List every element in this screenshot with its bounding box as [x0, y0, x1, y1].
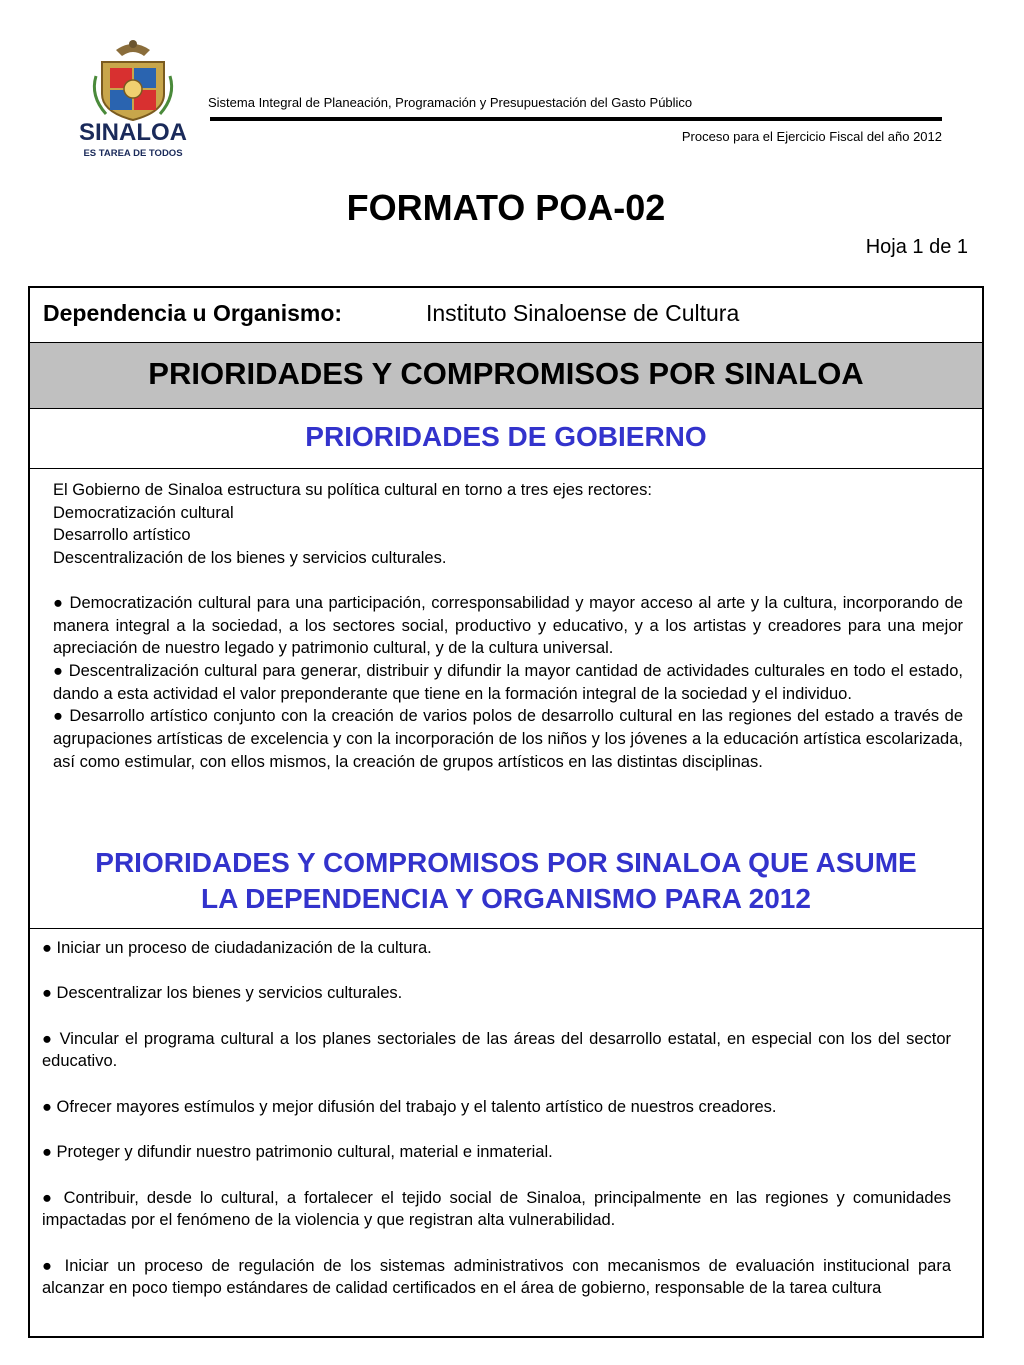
gobierno-bullet: ● Descentralización cultural para generar, distribuir y difundir la mayor cantidad de actividades culturales en todo el estado, dando a esta actividad el valor preponderante que tiene en la formación integral de la sociedad y el individuo. — [53, 661, 963, 703]
asume-item: ● Proteger y difundir nuestro patrimonio cultural, material e inmaterial. — [42, 1143, 553, 1162]
form-table — [28, 286, 984, 1338]
page-count: Hoja 1 de 1 — [865, 236, 968, 258]
asume-heading — [30, 835, 982, 929]
asume-item: ● Ofrecer mayores estímulos y mejor difusión del trabajo y el talento artístico de nuestros creadores. — [42, 1097, 777, 1116]
logo-tagline: ES TAREA DE TODOS — [83, 148, 183, 159]
asume-item: ● Vincular el programa cultural a los planes sectoriales de las áreas del desarrollo estatal, en especial con los del sector educativo. — [42, 1029, 951, 1071]
gobierno-intro-line: El Gobierno de Sinaloa estructura su política cultural en torno a tres ejes rectores: — [53, 481, 652, 499]
gobierno-intro-line: Democratización cultural — [53, 503, 234, 522]
gobierno-intro-line: Descentralización de los bienes y servicios culturales. — [53, 549, 447, 568]
header-divider — [210, 117, 942, 121]
asume-item: ● Iniciar un proceso de ciudadanización de la cultura. — [42, 939, 432, 957]
dependencia-label: Dependencia u Organismo: — [43, 300, 343, 326]
logo-text: SINALOA — [79, 119, 187, 146]
coat-of-arms-icon — [94, 40, 171, 120]
asume-heading-line: LA DEPENDENCIA Y ORGANISMO PARA 2012 — [201, 883, 811, 914]
gobierno-heading: PRIORIDADES DE GOBIERNO — [30, 409, 982, 469]
main-section-heading: PRIORIDADES Y COMPROMISOS POR SINALOA — [30, 343, 982, 409]
gobierno-intro-line: Desarrollo artístico — [53, 526, 191, 545]
asume-item: ● Iniciar un proceso de regulación de los sistemas administrativos con mecanismos de evaluación institucional para alcanzar en poco tiempo estándares de calidad certificados en el área de gobierno, responsable de la tarea cultura — [42, 1256, 951, 1298]
fiscal-process-label: Proceso para el Ejercicio Fiscal del año 2012 — [681, 129, 942, 144]
sinaloa-logo — [66, 36, 200, 160]
dependencia-value: Instituto Sinaloense de Cultura — [426, 300, 740, 326]
asume-heading-line: PRIORIDADES Y COMPROMISOS POR SINALOA QUE ASUME — [95, 847, 917, 878]
document-title: FORMATO POA-02 — [346, 187, 666, 228]
gobierno-section — [53, 479, 963, 773]
asume-item: ● Descentralizar los bienes y servicios culturales. — [42, 984, 403, 1003]
system-title: Sistema Integral de Planeación, Programación y Presupuestación del Gasto Público — [208, 95, 693, 110]
asume-item: ● Contribuir, desde lo cultural, a fortalecer el tejido social de Sinaloa, principalmente en las regiones y comunidades impactadas por el fenómeno de la violencia y que registran alta vulnerabilidad. — [42, 1188, 951, 1230]
asume-section — [42, 937, 951, 1323]
gobierno-bullet: ● Desarrollo artístico conjunto con la creación de varios polos de desarrollo cultural en las regiones del estado a través de agrupaciones artísticas de excelencia y con la incorporación de los niños y los jóvenes a la educación artística escolarizada, así como estimular, con ellos mismos, la creación de grupos artísticos en las distintas disciplinas. — [53, 707, 963, 771]
dependencia-row — [30, 288, 982, 343]
gobierno-bullet: ● Democratización cultural para una participación, corresponsabilidad y mayor acceso al arte y la cultura, incorporando de manera integral a la sociedad, a los sectores social, productivo y educativo, y a los artistas y creadores para una mejor apreciación de nuestro legado y patrimonio cultural, y de la cultura universal. — [53, 593, 963, 658]
